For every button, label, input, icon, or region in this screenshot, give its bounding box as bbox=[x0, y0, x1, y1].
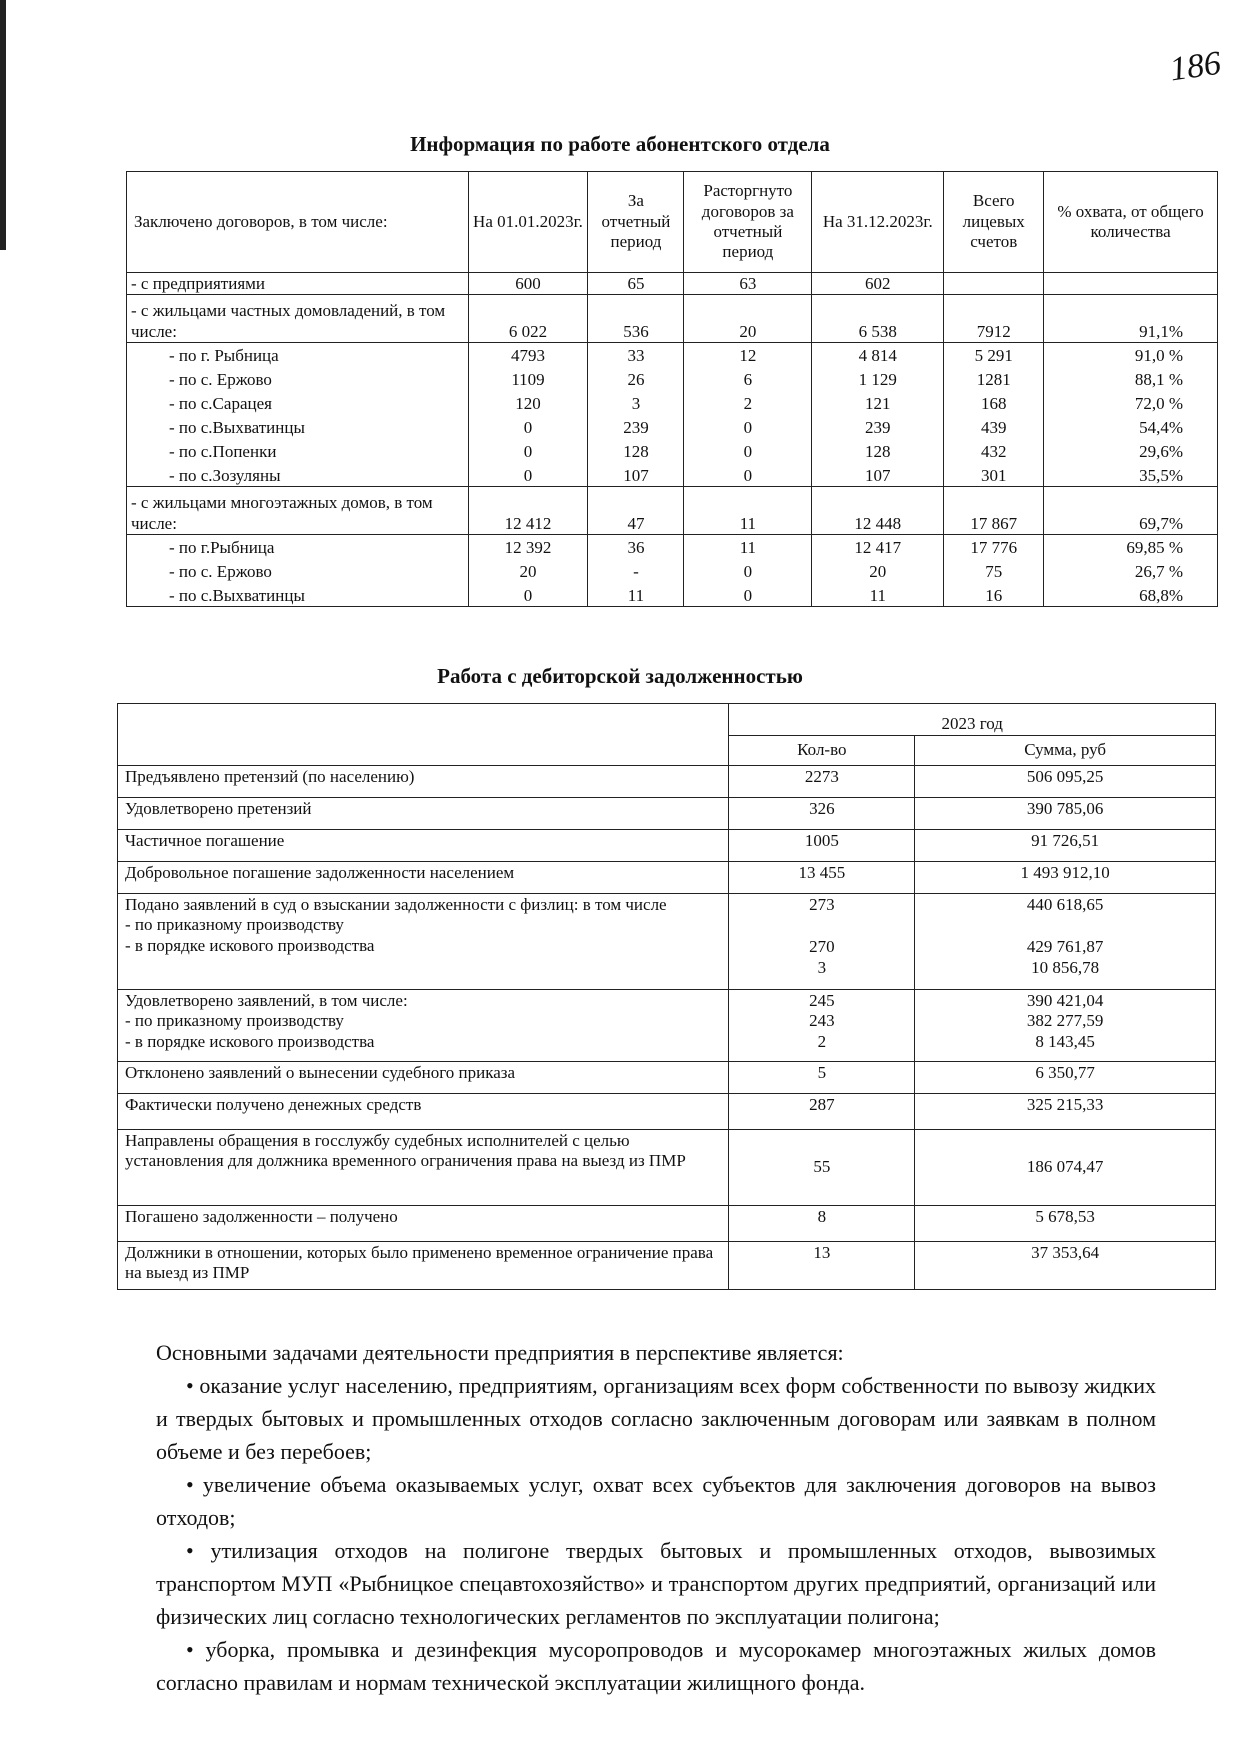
qty-sub: 243 bbox=[809, 1011, 835, 1031]
cell: 128 bbox=[588, 439, 684, 463]
cell: 0 bbox=[684, 583, 812, 607]
cell: 11 bbox=[684, 487, 812, 535]
header-qty: Кол-во bbox=[729, 736, 915, 766]
cell: 65 bbox=[588, 273, 684, 295]
table-row bbox=[127, 415, 1218, 439]
row-label: - с жильцами частных домовладений, в том числе: bbox=[127, 295, 469, 343]
qty-cell: 1005 bbox=[729, 830, 915, 862]
qty-sub: 270 bbox=[809, 937, 835, 957]
row-label: - по с.Сарацея bbox=[127, 391, 469, 415]
task-item: • увеличение объема оказываемых услуг, охват всех субъектов для заключения договоров на вывоз отходов; bbox=[156, 1472, 1156, 1530]
qty-cell: 55 bbox=[729, 1130, 915, 1206]
table-row bbox=[118, 894, 1216, 990]
row-label-sub: - по приказному производству bbox=[125, 915, 344, 935]
table-row bbox=[118, 862, 1216, 894]
cell: 12 bbox=[684, 343, 812, 367]
cell: 239 bbox=[588, 415, 684, 439]
sum-sub: 10 856,78 bbox=[1031, 957, 1100, 977]
qty-cell: 326 bbox=[729, 798, 915, 830]
cell: 0 bbox=[684, 415, 812, 439]
cell: 54,4% bbox=[1044, 415, 1218, 439]
cell bbox=[1044, 273, 1218, 295]
row-label: Частичное погашение bbox=[118, 830, 729, 862]
row-label: Должники в отношении, которых было применено временное ограничение права на выезд из ПМР bbox=[118, 1242, 729, 1290]
cell: 68,8% bbox=[1044, 583, 1218, 607]
sum-sub: 382 277,59 bbox=[1026, 1011, 1104, 1031]
cell: 301 bbox=[944, 463, 1044, 487]
cell: 120 bbox=[468, 391, 588, 415]
tasks-lead: Основными задачами деятельности предприятия в перспективе является: bbox=[156, 1340, 844, 1365]
cell: 168 bbox=[944, 391, 1044, 415]
table-row bbox=[118, 1130, 1216, 1206]
row-label: Предъявлено претензий (по населению) bbox=[118, 766, 729, 798]
cell: 20 bbox=[812, 559, 944, 583]
tasks-section bbox=[156, 1336, 1156, 1699]
cell: 20 bbox=[684, 295, 812, 343]
qty-cell: 2273 bbox=[729, 766, 915, 798]
cell: - bbox=[588, 559, 684, 583]
row-label: - с предприятиями bbox=[127, 273, 469, 295]
row-label: Удовлетворено претензий bbox=[118, 798, 729, 830]
cell: 3 bbox=[588, 391, 684, 415]
contracts-header-row bbox=[127, 172, 1218, 273]
row-label: - по с.Попенки bbox=[127, 439, 469, 463]
cell: 239 bbox=[812, 415, 944, 439]
contracts-title: Информация по работе абонентского отдела bbox=[410, 132, 830, 156]
sum-cell: 6 350,77 bbox=[915, 1062, 1216, 1094]
header-start: На 01.01.2023г. bbox=[468, 172, 588, 273]
header-coverage: % охвата, от общего количества bbox=[1044, 172, 1218, 273]
cell: 107 bbox=[588, 463, 684, 487]
row-label-sub: - в порядке искового производства bbox=[125, 935, 375, 955]
header-year: 2023 год bbox=[729, 704, 1216, 736]
cell: 0 bbox=[468, 439, 588, 463]
sum-sub: 8 143,45 bbox=[1035, 1031, 1095, 1051]
row-label-main: Удовлетворено заявлений, в том числе: bbox=[125, 991, 408, 1010]
cell: 17 776 bbox=[944, 535, 1044, 559]
table-row bbox=[118, 798, 1216, 830]
table-row bbox=[127, 367, 1218, 391]
task-item: • уборка, промывка и дезинфекция мусоропроводов и мусорокамер многоэтажных жилых домов согласно правилам и нормам технической эксплуатации жилищного фонда. bbox=[156, 1637, 1156, 1695]
row-label: Погашено задолженности – получено bbox=[118, 1206, 729, 1242]
qty-cell: 8 bbox=[729, 1206, 915, 1242]
qty-main: 273 bbox=[809, 895, 835, 914]
qty-cell: 13 455 bbox=[729, 862, 915, 894]
cell bbox=[944, 273, 1044, 295]
row-label: Добровольное погашение задолженности населением bbox=[118, 862, 729, 894]
sum-sub: 429 761,87 bbox=[1026, 937, 1104, 957]
cell: 1 129 bbox=[812, 367, 944, 391]
cell: 600 bbox=[468, 273, 588, 295]
cell: 107 bbox=[812, 463, 944, 487]
row-label-sub: - в порядке искового производства bbox=[125, 1031, 375, 1051]
header-contracts: Заключено договоров, в том числе: bbox=[127, 172, 469, 273]
qty-sub: 2 bbox=[817, 1031, 827, 1051]
cell: 6 022 bbox=[468, 295, 588, 343]
table-row bbox=[127, 487, 1218, 535]
row-label: - по с. Ержово bbox=[127, 559, 469, 583]
cell: 72,0 % bbox=[1044, 391, 1218, 415]
sum-cell: 390 785,06 bbox=[915, 798, 1216, 830]
debts-table bbox=[117, 703, 1216, 1290]
table-row bbox=[118, 990, 1216, 1062]
cell: 6 538 bbox=[812, 295, 944, 343]
cell: 26 bbox=[588, 367, 684, 391]
cell: 12 417 bbox=[812, 535, 944, 559]
row-label: - по с.Зозуляны bbox=[127, 463, 469, 487]
cell: 5 291 bbox=[944, 343, 1044, 367]
table-row bbox=[118, 1206, 1216, 1242]
sum-cell: 186 074,47 bbox=[915, 1130, 1216, 1206]
header-period: За отчетный период bbox=[588, 172, 684, 273]
cell: 33 bbox=[588, 343, 684, 367]
cell: 4 814 bbox=[812, 343, 944, 367]
cell: 35,5% bbox=[1044, 463, 1218, 487]
row-label: Направлены обращения в госслужбу судебных исполнителей с целью установления для должника временного ограничения права на выезд из ПМР bbox=[118, 1130, 729, 1206]
cell: 6 bbox=[684, 367, 812, 391]
scan-edge-mark bbox=[0, 0, 6, 250]
debts-title: Работа с дебиторской задолженностью bbox=[437, 664, 803, 688]
cell: 11 bbox=[684, 535, 812, 559]
cell: 12 392 bbox=[468, 535, 588, 559]
row-label-main: Подано заявлений в суд о взыскании задолженности с физлиц: в том числе bbox=[125, 895, 667, 914]
cell: 128 bbox=[812, 439, 944, 463]
table-row bbox=[127, 273, 1218, 295]
qty-cell: 287 bbox=[729, 1094, 915, 1130]
cell: 36 bbox=[588, 535, 684, 559]
sum-cell: 1 493 912,10 bbox=[915, 862, 1216, 894]
sum-cell: 91 726,51 bbox=[915, 830, 1216, 862]
row-label bbox=[118, 990, 729, 1062]
sum-cell: 37 353,64 bbox=[915, 1242, 1216, 1290]
row-label: Отклонено заявлений о вынесении судебного приказа bbox=[118, 1062, 729, 1094]
sum-cell: 506 095,25 bbox=[915, 766, 1216, 798]
cell: 0 bbox=[468, 415, 588, 439]
table-row bbox=[127, 343, 1218, 367]
cell: 16 bbox=[944, 583, 1044, 607]
qty-sub: 3 bbox=[817, 957, 827, 977]
debts-year-row bbox=[118, 704, 1216, 736]
row-label: - по с. Ержово bbox=[127, 367, 469, 391]
cell: 121 bbox=[812, 391, 944, 415]
cell: 88,1 % bbox=[1044, 367, 1218, 391]
cell: 536 bbox=[588, 295, 684, 343]
cell: 29,6% bbox=[1044, 439, 1218, 463]
row-label: Фактически получено денежных средств bbox=[118, 1094, 729, 1130]
cell: 0 bbox=[684, 559, 812, 583]
cell: 602 bbox=[812, 273, 944, 295]
cell: 17 867 bbox=[944, 487, 1044, 535]
cell: 7912 bbox=[944, 295, 1044, 343]
cell: 0 bbox=[684, 463, 812, 487]
table-row bbox=[127, 439, 1218, 463]
table-row bbox=[127, 391, 1218, 415]
table-row bbox=[118, 1094, 1216, 1130]
row-label bbox=[118, 894, 729, 990]
qty-cell bbox=[729, 990, 915, 1062]
cell: 20 bbox=[468, 559, 588, 583]
header-empty bbox=[118, 704, 729, 766]
cell: 91,0 % bbox=[1044, 343, 1218, 367]
row-label: - по с.Выхватинцы bbox=[127, 583, 469, 607]
cell: 4793 bbox=[468, 343, 588, 367]
cell: 1281 bbox=[944, 367, 1044, 391]
cell: 1109 bbox=[468, 367, 588, 391]
table-row bbox=[118, 766, 1216, 798]
cell: 0 bbox=[684, 439, 812, 463]
table-row bbox=[127, 295, 1218, 343]
row-label: - по г. Рыбница bbox=[127, 343, 469, 367]
sum-cell: 5 678,53 bbox=[915, 1206, 1216, 1242]
cell: 69,7% bbox=[1044, 487, 1218, 535]
cell: 0 bbox=[468, 463, 588, 487]
table-row bbox=[118, 1062, 1216, 1094]
cell: 11 bbox=[812, 583, 944, 607]
sum-main: 390 421,04 bbox=[1026, 991, 1104, 1010]
page-number: 186 bbox=[1167, 44, 1224, 89]
table-row bbox=[127, 463, 1218, 487]
cell: 75 bbox=[944, 559, 1044, 583]
cell: 432 bbox=[944, 439, 1044, 463]
cell: 47 bbox=[588, 487, 684, 535]
row-label-sub: - по приказному производству bbox=[125, 1011, 344, 1031]
table-row bbox=[127, 559, 1218, 583]
table-row bbox=[118, 830, 1216, 862]
table-row bbox=[127, 535, 1218, 559]
contracts-table bbox=[126, 171, 1218, 607]
table-row bbox=[118, 1242, 1216, 1290]
qty-cell: 13 bbox=[729, 1242, 915, 1290]
cell: 91,1% bbox=[1044, 295, 1218, 343]
row-label: - по с.Выхватинцы bbox=[127, 415, 469, 439]
header-terminated: Расторгнуто договоров за отчетный период bbox=[684, 172, 812, 273]
cell: 439 bbox=[944, 415, 1044, 439]
sum-cell: 325 215,33 bbox=[915, 1094, 1216, 1130]
cell: 11 bbox=[588, 583, 684, 607]
qty-cell: 5 bbox=[729, 1062, 915, 1094]
task-item: • оказание услуг населению, предприятиям, организациям всех форм собственности по вывозу жидких и твердых бытовых и промышленных отходов согласно заключенным договорам или заявкам в полном объеме и без перебоев; bbox=[156, 1373, 1156, 1464]
cell: 69,85 % bbox=[1044, 535, 1218, 559]
cell: 26,7 % bbox=[1044, 559, 1218, 583]
table-row bbox=[127, 583, 1218, 607]
cell: 2 bbox=[684, 391, 812, 415]
row-label: - по г.Рыбница bbox=[127, 535, 469, 559]
sum-cell bbox=[915, 894, 1216, 990]
qty-main: 245 bbox=[809, 991, 835, 1010]
cell: 12 448 bbox=[812, 487, 944, 535]
header-sum: Сумма, руб bbox=[915, 736, 1216, 766]
header-end: На 31.12.2023г. bbox=[812, 172, 944, 273]
cell: 63 bbox=[684, 273, 812, 295]
task-item: • утилизация отходов на полигоне твердых бытовых и промышленных отходов, вывозимых транспортом МУП «Рыбницкое спецавтохозяйство» и транспортом других предприятий, организаций или физических лиц согласно технологических регламентов по эксплуатации полигона; bbox=[156, 1538, 1156, 1629]
row-label: - с жильцами многоэтажных домов, в том числе: bbox=[127, 487, 469, 535]
cell: 12 412 bbox=[468, 487, 588, 535]
header-accounts: Всего лицевых счетов bbox=[944, 172, 1044, 273]
sum-cell bbox=[915, 990, 1216, 1062]
sum-main: 440 618,65 bbox=[1026, 895, 1104, 914]
cell: 0 bbox=[468, 583, 588, 607]
qty-cell bbox=[729, 894, 915, 990]
